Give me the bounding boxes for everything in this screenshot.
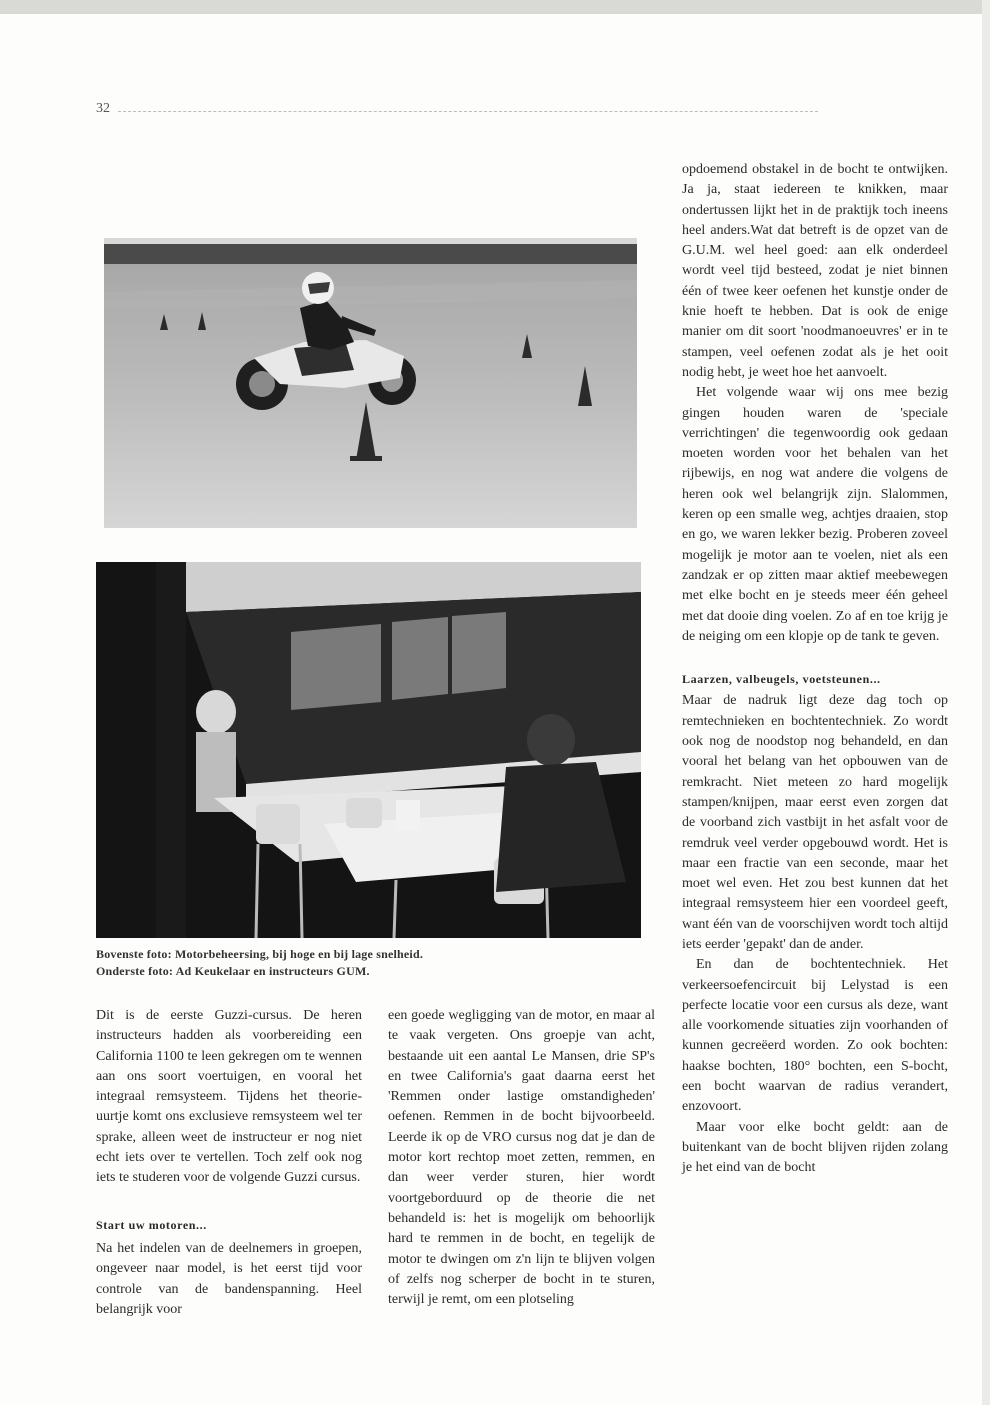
scan-top-edge [0, 0, 990, 14]
paragraph: Dit is de eerste Guzzi-cursus. De heren instructeurs hadden als voorbereiding een California 1100 te leen gekregen om te wennen aan ons soort voertuigen, en vooral het integraal remsysteem. Tijdens het theorie-uurtje komt ons exclusieve remsysteem wel ter sprake, alleen weet de instructeur er nog niet echt iets over te vertellen. Toch zelf ook nog iets te studeren voor de volgende Guzzi cursus. [96, 1008, 362, 1186]
header-rule [118, 111, 818, 112]
paragraph: een goede wegligging van de motor, en maar al te vaak vergeten. Ons groepje van acht, bestaande uit een aantal Le Mansen, drie SP's en twee California's gaat daarna eerst het 'Remmen onder lastige omstandigheden' oefenen. Remmen in de bocht bijvoorbeeld. Leerde ik op de VRO cursus nog dat je dan de motor kort rechtop moet zetten, remmen, en dan weer verder sturen, hier wordt voortgeborduurd op de theorie die net behandeld is: het is mogelijk om behoorlijk hard te remmen in de bocht, en tegelijk de motor te dwingen om z'n lijn te blijven volgen of zelfs nog scherper de bocht in te sturen, terwijl je remt, om een plotseling [388, 1008, 655, 1308]
section-heading: Start uw motoren... [96, 1217, 207, 1232]
photo-cafeteria [96, 562, 641, 938]
paragraph: En dan de bochtentechniek. Het verkeersoefencircuit bij Lelystad is een perfecte locatie voor een cursus als deze, want alle voorkomende situaties zijn voorhanden of kunnen gecreëerd worden. Zo ook bochten: haakse bochten, 180° bochten, een S-bocht, een bocht waarvan de radius verandert, enzovoort. [682, 957, 948, 1115]
article-column-2 [388, 1006, 655, 1310]
article-column-1 [96, 1006, 362, 1320]
paragraph: Maar voor elke bocht geldt: aan de buitenkant van de bocht blijven rijden zolang je het eind van de bocht [682, 1119, 948, 1176]
paragraph: opdoemend obstakel in de bocht te ontwijken. Ja ja, staat iedereen te knikken, maar ondertussen lijkt het in de praktijk toch ineens heel anders.Wat dat betreft is de opzet van de G.U.M. wel heel goed: aan elk onderdeel wordt veel tijd besteed, zodat je niet binnen één of twee keer oefenen het kunstje onder de knie hoeft te hebben. Dat is ook de enige manier om dit soort 'noodmanoeuvres' er in te stampen, veel oefenen zodat als je het ooit nodig hebt, je weet hoe het aanvoelt. [682, 162, 948, 380]
article-column-3 [682, 160, 948, 1179]
paragraph: Het volgende waar wij ons mee bezig gingen houden waren de 'speciale verrichtingen' die tegenwoordig ook gedaan moeten worden voor het behalen van het rijbewijs, en nog wat andere die volgens de heren ook wel belangrijk zijn. Slalommen, keren op een smalle weg, achtjes draaien, stop en go, we waren lekker bezig. Proberen zoveel mogelijk je motor aan te voelen, niet als een zandzak er op zitten maar aktief meebewegen met elke bocht en je steeds meer één geheel met dat dooie ding voelen. Zo af en toe krijg je de neiging om een klopje op de tank te geven. [682, 385, 948, 644]
page-number: 32 [96, 101, 110, 116]
paragraph: Na het indelen van de deelnemers in groepen, ongeveer naar model, is het eerst tijd voor controle van de bandenspanning. Heel belangrijk voor [96, 1240, 362, 1317]
scan-right-edge [982, 0, 990, 1405]
photo-motorcycle-cones [104, 238, 637, 528]
section-heading: Laarzen, valbeugels, voetsteunen... [682, 672, 881, 687]
paragraph: Maar de nadruk ligt deze dag toch op remtechnieken en bochtentechniek. Zo wordt ook nog de noodstop nog behandeld, en dan vooral het belang van het opbouwen van de remkracht. Niet meteen zo hard mogelijk stampen/knijpen, maar eerst even zorgen dat de voorband zich vastbijt in het asfalt voor de remdruk veel verder opgebouwd wordt. Het is maar een fractie van een seconde, maar het moet wel even. Het zou best kunnen dat het integraal remsysteem hier een voordeel geeft, want één van de voorschijven wordt toch altijd iets eerder 'gepakt' dan de ander. [682, 693, 948, 952]
photo-caption-bottom: Onderste foto: Ad Keukelaar en instructeurs GUM. [96, 964, 370, 978]
photo-caption-top: Bovenste foto: Motorbeheersing, bij hoge en bij lage snelheid. [96, 947, 424, 961]
